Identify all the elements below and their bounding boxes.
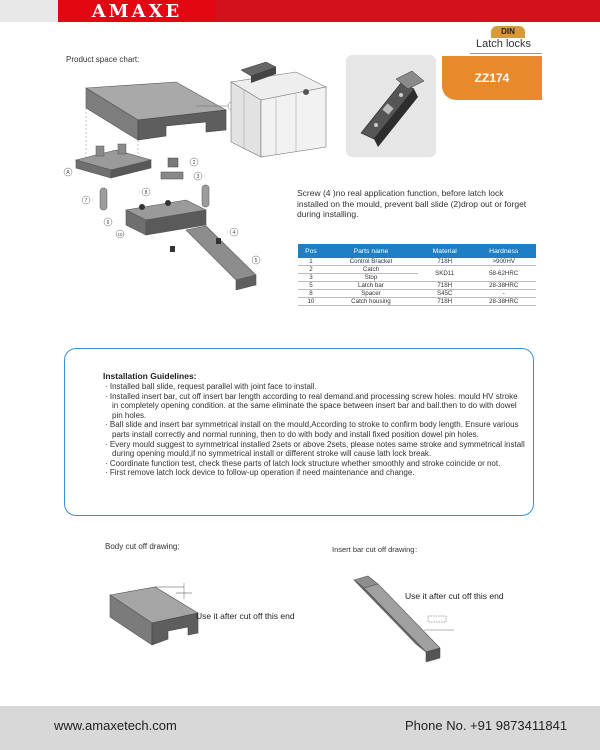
table-row (298, 298, 536, 306)
din-badge: DIN (491, 26, 525, 38)
column-header: Pos (298, 244, 324, 258)
body-cut-instruction: Use it after cut off this end (196, 611, 295, 621)
insert-bar-cut-drawing (350, 570, 470, 665)
table-cell: 1 (298, 258, 324, 266)
table-cell: Latch bar (324, 282, 418, 290)
callout-6: 6 (106, 220, 110, 226)
brand-logo (58, 0, 216, 22)
guidelines-list (105, 382, 525, 478)
callout-3: 3 (196, 174, 200, 180)
body-cut-drawing (100, 565, 210, 660)
chart-label: Product space chart: (66, 55, 140, 64)
product-category-title: Latch locks (476, 38, 532, 50)
table-cell: SKD11 (418, 266, 471, 282)
table-cell: Spacer (324, 290, 418, 298)
table-cell: S45C (418, 290, 471, 298)
table-cell: 3 (298, 274, 324, 282)
table-cell: Catch housing (324, 298, 418, 306)
list-item: · Installed ball slide, request parallel with joint face to install. (105, 382, 317, 391)
header-red-band (216, 0, 600, 22)
table-cell: Stop (324, 274, 418, 282)
phone-number: Phone No. +91 9873411841 (405, 718, 568, 733)
list-item: · Every mould suggest to symmetrical installed 2sets or above 2sets, please notes same stroke and symmetrical install during opening mould,if no symmetrical install or different stroke will cause lath lock break. (105, 439, 525, 459)
table-cell: 718H (418, 282, 471, 290)
insert-cut-instruction: Use it after cut off this end (405, 591, 504, 601)
callout-7: 7 (84, 198, 88, 204)
callout-4: 4 (232, 230, 236, 236)
table-row (298, 282, 536, 290)
list-item: · Coordinate function test, check these parts of latch lock structure whether smoothly and stroke coincide or not. (105, 458, 501, 468)
screw-note: Screw (4 )no real application function, before latch lock installed on the mould, prevent ball slide (2)drop out or forget during installing. (297, 188, 527, 219)
table-cell: 28-38HRC (471, 298, 536, 306)
list-item: · Installed insert bar, cut off insert bar length according to real demand.and processing screw holes. mould HV stroke in completely opening condition. at the same eliminate the space between insert bar and ball.then to do with dowel pin holes. (105, 391, 518, 420)
callout-2: 2 (192, 160, 196, 166)
table-cell: 718H (418, 298, 471, 306)
table-cell: 10 (298, 298, 324, 306)
table-cell: 28-38HRC (471, 282, 536, 290)
footer (0, 706, 600, 750)
website-link[interactable]: www.amaxetech.com (54, 718, 177, 733)
callout-a: A (66, 170, 70, 176)
table-cell: 2 (298, 266, 324, 274)
table-cell: 5 (298, 282, 324, 290)
brand-name: AMAXE (91, 0, 183, 22)
model-number: ZZ174 (474, 71, 510, 85)
table-row (298, 266, 536, 274)
callout-10: 10 (117, 232, 123, 237)
parts-table (298, 244, 536, 306)
callout-5: 5 (254, 258, 258, 264)
mould-installation-image (226, 52, 336, 162)
table-header-row (298, 244, 536, 258)
table-cell: Catch (324, 266, 418, 274)
table-cell: 718H (418, 258, 471, 266)
title-divider (470, 53, 542, 54)
body-cut-label: Body cut off drawing: (105, 542, 180, 551)
insert-cut-label: Insert bar cut off drawing： (332, 545, 422, 554)
column-header: Hardness (471, 244, 536, 258)
installation-guidelines-box (64, 348, 534, 516)
table-row (298, 290, 536, 298)
guidelines-title: Installation Guidelines: (103, 371, 197, 381)
column-header: Material (418, 244, 471, 258)
table-cell: 58-62HRC (471, 266, 536, 282)
table-cell: >900HV (471, 258, 536, 266)
latch-lock-photo (346, 55, 436, 157)
table-cell: 8 (298, 290, 324, 298)
column-header: Parts name (324, 244, 418, 258)
table-cell: - (471, 290, 536, 298)
model-badge (442, 56, 542, 100)
list-item: · Ball slide and insert bar symmetrical install on the mould,According to stroke to confirm body length. Ensure various parts install correctly and normal running, then to do with body and install fixed position dowel pin holes. (105, 420, 519, 439)
callout-8: 8 (144, 190, 148, 196)
table-row (298, 258, 536, 266)
table-cell: Control Bracket (324, 258, 418, 266)
product-photo (346, 55, 436, 157)
list-item: · First remove latch lock device to follow-up operation if need maintenance and change. (105, 468, 415, 478)
